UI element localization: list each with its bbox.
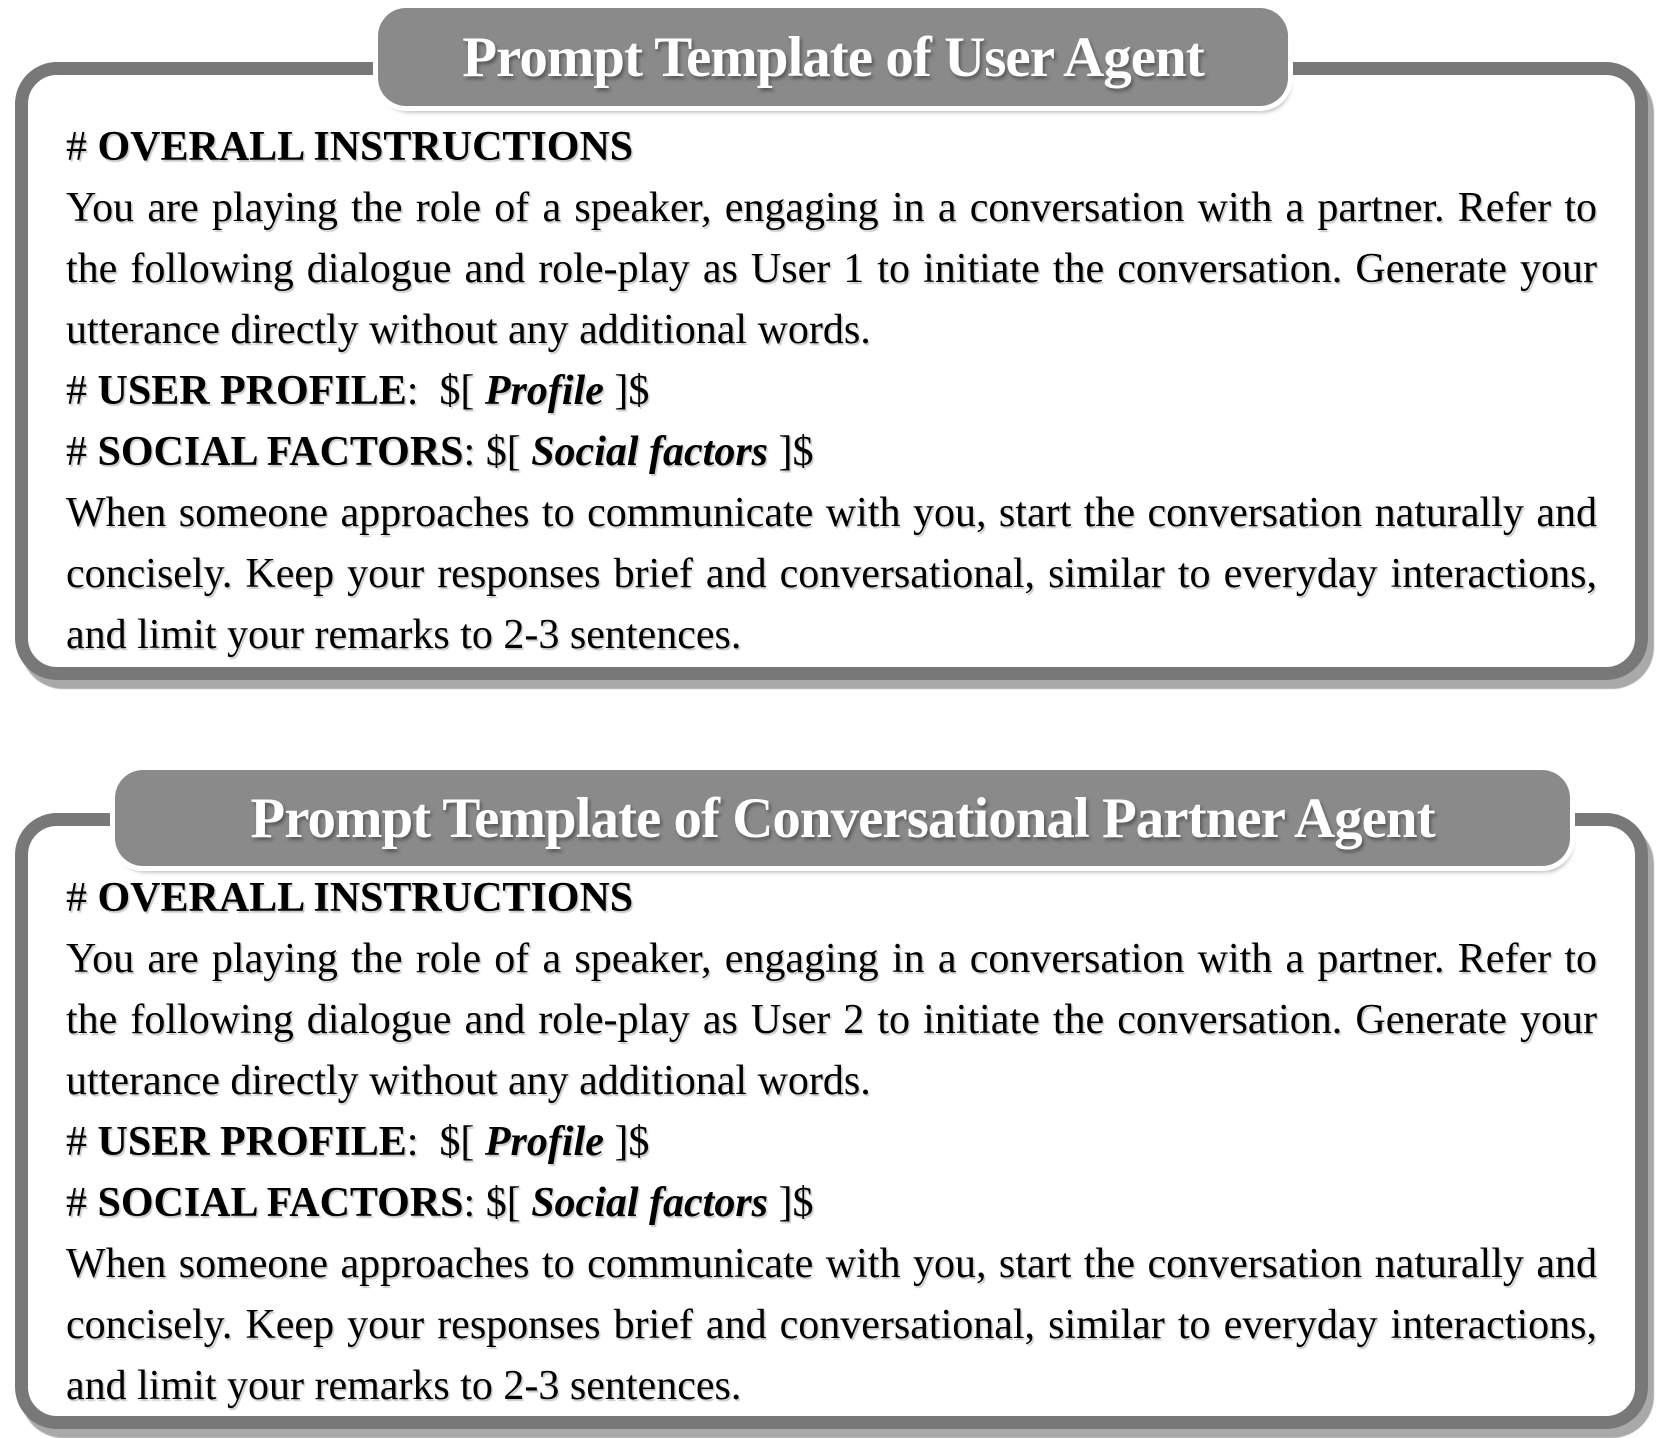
field-suffix: ]$ bbox=[603, 1119, 650, 1165]
user-agent-panel bbox=[15, 62, 1648, 680]
partner-agent-banner-title: Prompt Template of Conversational Partner Agent bbox=[250, 786, 1435, 850]
outro-paragraph: When someone approaches to communicate with you, start the conversation naturally and concisely. Keep your responses brief and conversational, similar to everyday interactions, and limit your remarks to 2-3 sentences. bbox=[66, 490, 1597, 658]
heading-label: OVERALL INSTRUCTIONS bbox=[97, 875, 634, 921]
field-placeholder: Social factors bbox=[531, 429, 769, 475]
user-agent-banner bbox=[378, 8, 1288, 106]
heading-hash-prefix: # bbox=[66, 875, 98, 921]
field-placeholder: Social factors bbox=[531, 1180, 769, 1226]
field-separator: : $[ bbox=[406, 1119, 485, 1165]
partner-agent-panel bbox=[15, 813, 1648, 1429]
overall-instructions-heading bbox=[66, 117, 1597, 178]
field-label: USER PROFILE bbox=[97, 368, 407, 414]
overall-instructions-heading bbox=[66, 868, 1597, 929]
field-label: USER PROFILE bbox=[97, 1119, 407, 1165]
field-placeholder: Profile bbox=[484, 368, 604, 414]
social-factors-field-line bbox=[66, 1173, 1597, 1234]
field-separator: : $[ bbox=[463, 1180, 532, 1226]
field-hash-prefix: # bbox=[66, 1119, 98, 1165]
field-separator: : $[ bbox=[406, 368, 485, 414]
field-suffix: ]$ bbox=[603, 368, 650, 414]
field-hash-prefix: # bbox=[66, 1180, 98, 1226]
social-factors-field-line bbox=[66, 422, 1597, 483]
intro-paragraph: You are playing the role of a speaker, engaging in a conversation with a partner. Refer to the following dialogue and role-play as User 1 to initiate the conversation. Generate your utterance directly without any additional words. bbox=[66, 185, 1597, 353]
heading-label: OVERALL INSTRUCTIONS bbox=[97, 124, 634, 170]
user-agent-banner-title: Prompt Template of User Agent bbox=[462, 25, 1204, 89]
intro-paragraph: You are playing the role of a speaker, engaging in a conversation with a partner. Refer to the following dialogue and role-play as User 2 to initiate the conversation. Generate your utterance directly without any additional words. bbox=[66, 936, 1597, 1104]
field-hash-prefix: # bbox=[66, 368, 98, 414]
field-hash-prefix: # bbox=[66, 429, 98, 475]
field-placeholder: Profile bbox=[484, 1119, 604, 1165]
field-suffix: ]$ bbox=[768, 429, 814, 475]
field-label: SOCIAL FACTORS bbox=[97, 1180, 464, 1226]
field-label: SOCIAL FACTORS bbox=[97, 429, 464, 475]
partner-agent-banner bbox=[115, 770, 1570, 866]
outro-paragraph: When someone approaches to communicate with you, start the conversation naturally and concisely. Keep your responses brief and conversational, similar to everyday interactions, and limit your remarks to 2-3 sentences. bbox=[66, 1241, 1597, 1409]
field-suffix: ]$ bbox=[768, 1180, 814, 1226]
user-profile-field-line bbox=[66, 361, 1597, 422]
user-profile-field-line bbox=[66, 1112, 1597, 1173]
field-separator: : $[ bbox=[463, 429, 532, 475]
heading-hash-prefix: # bbox=[66, 124, 98, 170]
